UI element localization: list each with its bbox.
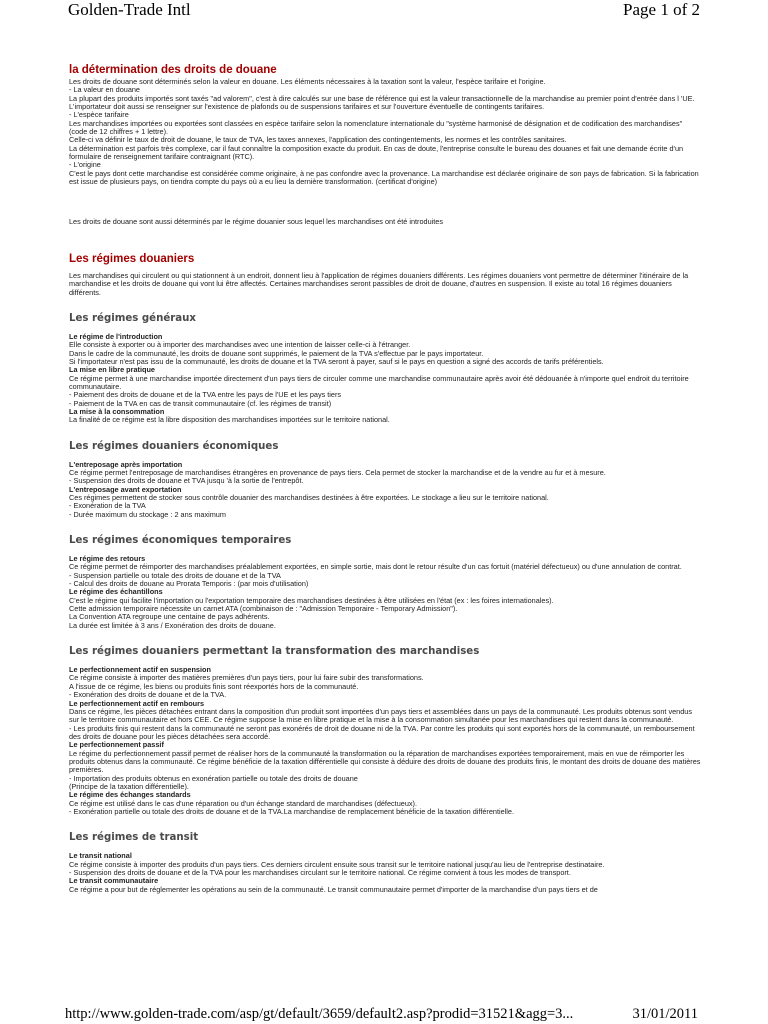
transit-text-1: Ce régime consiste à importer des produits d'un pays tiers. Ces derniers circulent ensuite sous transit sur le territoire national jusqu'au lieu de l'entreprise destinataire. - Suspension des droits de douane et de la TVA pour les marchandises circulant sur le territoire national. Ce régime convient à tous les modes de transport. [69,859,605,877]
print-date: 31/01/2011 [632,1006,698,1022]
economiques-title: Les régimes douaniers économiques [69,440,279,452]
generaux-text-3: La finalité de ce régime est la libre disposition des marchandises importées sur le territoire national. [69,415,390,425]
generaux-text-1: Elle consiste à exporter ou à importer des marchandises avec une intention de laisser celle-ci à l'étranger. Dans le cadre de la communauté, les droits de douane sont supprimés, le paiement de la TVA s'effectue par le pays importateur. Si l'importateur n'est pas issu de la communauté, les droits de douane et la TVA seront à payer, sauf si le pays en question a signé des accords de tarifs préférentiels. [69,340,604,366]
transformation-text-4: Ce régime est utilisé dans le cas d'une réparation ou d'un échange standard de marchandises (défectueux). - Exonération partielle ou totale des droits de douane et de la TVA.La marchandise de remplacement bénéficie de la taxation différentielle. [69,798,514,816]
transformation-text-3: Le régime du perfectionnement passif permet de réaliser hors de la communauté la transformation ou la réparation de marchandises exportées temporairement, mais en vue de réimporter les produits obtenus dans la communauté. Ce régime bénéficie de la taxation différentielle qui consiste à déduire des droits de douane des produits finis, le montant des droits de douane des matières premières. - Importation des produits obtenus en exonération partielle ou totale des droits de douane (Principe de la taxation différentielle). [69,748,701,791]
page-url: http://www.golden-trade.com/asp/gt/default/3659/default2.asp?prodid=31521&agg=3... [65,1006,574,1022]
page-number: Page 1 of 2 [623,0,700,19]
generaux-heading-3: La mise à la consommation [69,406,165,416]
temporaires-heading-2: Le régime des échantillons [69,587,163,597]
economiques-heading-2: L'entreposage avant exportation [69,484,182,494]
transit-heading-2: Le transit communautaire [69,876,159,886]
transformation-text-2: Dans ce régime, les pièces détachées entrant dans la composition d'un produit sont importées d'un pays tiers et assemblées dans un pays de la communauté. Les produits obtenus sont vendus sur le territoire communautaire et hors CEE. Ce régime suppose la mise en libre pratique et la mise à la consommation simultanée pour les marchandises qui restent dans la communauté. - Les produits finis qui restent dans la communauté ne seront pas exonérés de droit de douane ni de la TVA. Par contre les produits qui sont exportés hors de la communauté, un remboursement des droits de douane pour les pièces détachées sera accordé. [69,706,695,741]
generaux-text-2: Ce régime permet à une marchandise importée directement d'un pays tiers de circuler comme une marchandise communautaire après avoir été dédouanée à n'importe quel endroit du territoire communautaire. - Paiement des droits de douane et de la TVA entre les pays de l'UE et les pays tiers - Paiement de la TVA en cas de transit communautaire (cf. les régimes de transit) [69,373,689,408]
temporaires-text-1: Ce régime permet de réimporter des marchandises préalablement exportées, en simple sortie, mais dont le retour résulte d'un cas fortuit (matériel défectueux) ou d'une annulation de contrat. - Suspension partielle ou totale des droits de douane et de la TVA - Calcul des droits de douane au Prorata Temporis : (par mois d'utilisation) [69,562,682,589]
transit-heading-1: Le transit national [69,851,132,861]
transformation-title: Les régimes douaniers permettant la transformation des marchandises [69,646,480,658]
regimes-body: Les marchandises qui circulent ou qui stationnent à un endroit, donnent lieu à l'application de régimes douaniers différents. Les régimes douaniers vont permettre de déterminer l'itinéraire de la marchandise et les droits de douane qui vont lui être affectés. Certaines marchandises seront passibles de droit de douane, d'autres en suspension. Il existe au total 16 régimes douaniers différents. [69,270,689,297]
economiques-heading-1: L'entreposage après importation [69,459,183,469]
regimes-title: Les régimes douaniers [69,252,195,265]
transit-title: Les régimes de transit [69,832,199,844]
page-header [0,0,768,22]
page-footer [0,1006,768,1024]
transformation-text-1: Ce régime consiste à importer des matières premières d'un pays tiers, pour lui faire subir des transformations. A l'issue de ce régime, les biens ou produits finis sont réexportés hors de la communauté. - Exonération des droits de douane et de la TVA. [69,673,424,700]
determination-note: Les droits de douane sont aussi déterminés par le régime douanier sous lequel les marchandises ont été introduites [69,217,443,227]
site-name: Golden-Trade Intl [68,0,191,19]
temporaires-heading-1: Le régime des retours [69,554,146,564]
document-body [69,64,701,894]
transformation-heading-4: Le régime des échanges standards [69,790,191,800]
generaux-heading-2: La mise en libre pratique [69,365,155,375]
transformation-heading-1: Le perfectionnement actif en suspension [69,665,211,675]
transit-text-2: Ce régime a pour but de réglementer les opérations au sein de la communauté. Le transit communautaire permet d'importer de la marchandise d'un pays tiers et de [69,884,598,894]
economiques-text-1: Ce régime permet l'entreposage de marchandises étrangères en provenance de pays tiers. Cela permet de stocker la marchandise et de la vendre au fur et à mesure. - Suspension des droits de douane et TVA jusqu 'à la sortie de l'entrepôt. [69,467,606,486]
generaux-title: Les régimes généraux [69,312,196,324]
economiques-text-2: Ces régimes permettent de stocker sous contrôle douanier des marchandises destinées à être exportées. Le stockage a lieu sur le territoire national. - Exonération de la TVA - Durée maximum du stockage : 2 ans maximum [69,493,549,519]
determination-body: Les droits de douane sont déterminés selon la valeur en douane. Les éléments nécessaires à la taxation sont la valeur, l'espèce tarifaire et l'origine. - La valeur en douane La plupart des produits importés sont taxés "ad valorem", c'est à dire calculés sur une base de référence qui est la valeur transactionnelle de la marchandise au premier point d'entrée dans l 'UE. L'importateur doit aussi se renseigner sur l'existence de plafonds ou de suspensions tarifaires et sur l'ouverture éventuelle de contingents tarifaires. - L'espèce tarifaire Les marchandises importées ou exportées sont classées en espèce tarifaire selon la nomenclature internationale du "système harmonisé de désignation et de codification des marchandises" (code de 12 chiffres + 1 lettre). Celle-ci va définir le taux de droit de douane, le taux de TVA, les taxes annexes, l'application des contingentements, les normes et les contrôles sanitaires. La détermination est parfois très complexe, car il faut connaître la composition exacte du produit. En cas de doute, l'entreprise consulte le bureau des douanes et fait une demande écrite d'un formulaire de renseignement tarifaire contraignant (RTC). - L'origine C'est le pays dont cette marchandise est considérée comme originaire, à ne pas confondre avec la provenance. La marchandise est déclarée originaire de son pays de fabrication. Si la fabrication est issue de plusieurs pays, on tiendra compte du pays où a eu lieu la dernière transformation. (certificat d'origine) [69,77,699,187]
determination-title: la détermination des droits de douane [69,64,277,76]
generaux-heading-1: Le régime de l'introduction [69,331,163,341]
transformation-heading-3: Le perfectionnement passif [69,740,164,750]
transformation-heading-2: Le perfectionnement actif en rembours [69,698,205,708]
temporaires-title: Les régimes économiques temporaires [69,535,292,547]
temporaires-text-2: C'est le régime qui facilite l'importation ou l'exportation temporaire des marchandises destinées à être utilisées en l'état (ex : les foires internationales). Cette admission temporaire nécessite un carnet ATA (combinaison de : "Admission Temporaire - Temporary Admission"). La Convention ATA regroupe une centaine de pays adhérents. La durée est limitée à 3 ans / Exonération des droits de douane. [69,595,554,630]
